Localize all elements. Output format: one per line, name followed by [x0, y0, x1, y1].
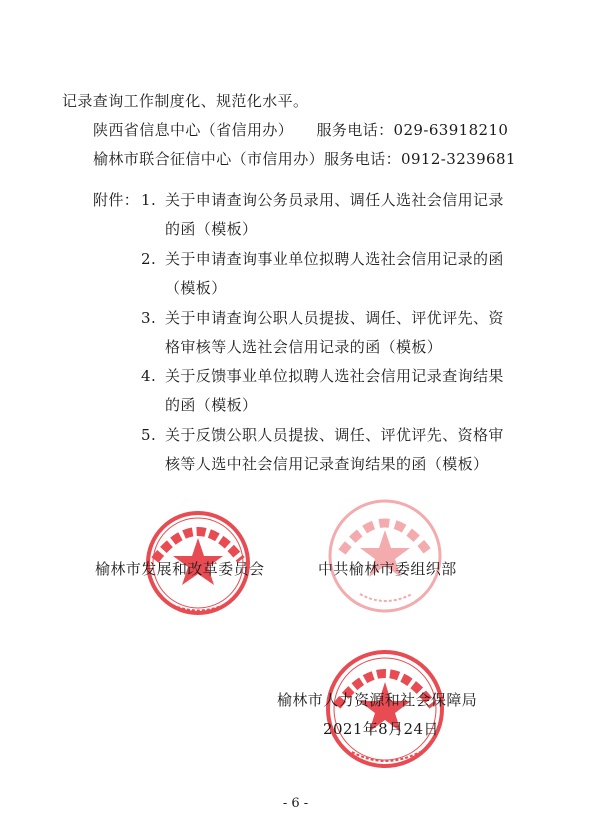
signature-date: 2021年8月24日: [323, 720, 439, 738]
attachment-3-line-2: 格审核等人选社会信用记录的函（模板）: [165, 338, 443, 356]
contact-line-2: [93, 150, 516, 168]
attachment-3-num: 3.: [141, 309, 157, 327]
attachment-2-line-1: 关于申请查询事业单位拟聘人选社会信用记录的函: [165, 250, 504, 268]
attachment-4-num: 4.: [141, 367, 157, 385]
signature-org-1: 榆林市发展和改革委员会: [95, 560, 265, 578]
attachment-2-num: 2.: [141, 250, 157, 268]
attachment-5-line-1: 关于反馈公职人员提拔、调任、评优评先、资格审: [165, 426, 504, 444]
signature-org-3: 榆林市人力资源和社会保障局: [277, 691, 478, 709]
contact-label-1: 服务电话：: [316, 121, 394, 139]
contact-line-1: [93, 121, 508, 139]
attachment-5-num: 5.: [141, 426, 157, 444]
attachment-1-line-2: 的函（模板）: [165, 220, 258, 238]
attachments-prefix: 附件：: [93, 191, 140, 209]
attachment-4-line-2: 的函（模板）: [165, 396, 258, 414]
seal-stamp-3: [310, 646, 460, 774]
attachment-4-line-1: 关于反馈事业单位拟聘人选社会信用记录查询结果: [165, 367, 504, 385]
attachment-1-line-1: 关于申请查询公务员录用、调任人选社会信用记录: [165, 191, 504, 209]
attachment-2-line-2: （模板）: [165, 279, 227, 297]
contact-org-2: 榆林市联合征信中心（市信用办）: [93, 150, 325, 168]
contact-org-1: 陕西省信息中心（省信用办）: [93, 121, 286, 139]
seal-stamp-2: [320, 494, 450, 619]
attachment-5-line-2: 核等人选中社会信用记录查询结果的函（模板）: [165, 455, 489, 473]
attachment-3-line-1: 关于申请查询公职人员提拔、调任、评优评先、资: [165, 309, 504, 327]
contact-phone-2: 0912-3239681: [401, 150, 516, 168]
contact-phone-1: 029-63918210: [393, 121, 509, 139]
signature-org-2: 中共榆林市委组织部: [318, 560, 457, 578]
contact-label-2: 服务电话：: [324, 150, 402, 168]
contact-gap-1: [286, 121, 317, 139]
page-number: - 6 -: [282, 796, 309, 811]
attachment-1-num: 1.: [141, 191, 157, 209]
intro-tail-text: 记录查询工作制度化、规范化水平。: [62, 92, 309, 110]
